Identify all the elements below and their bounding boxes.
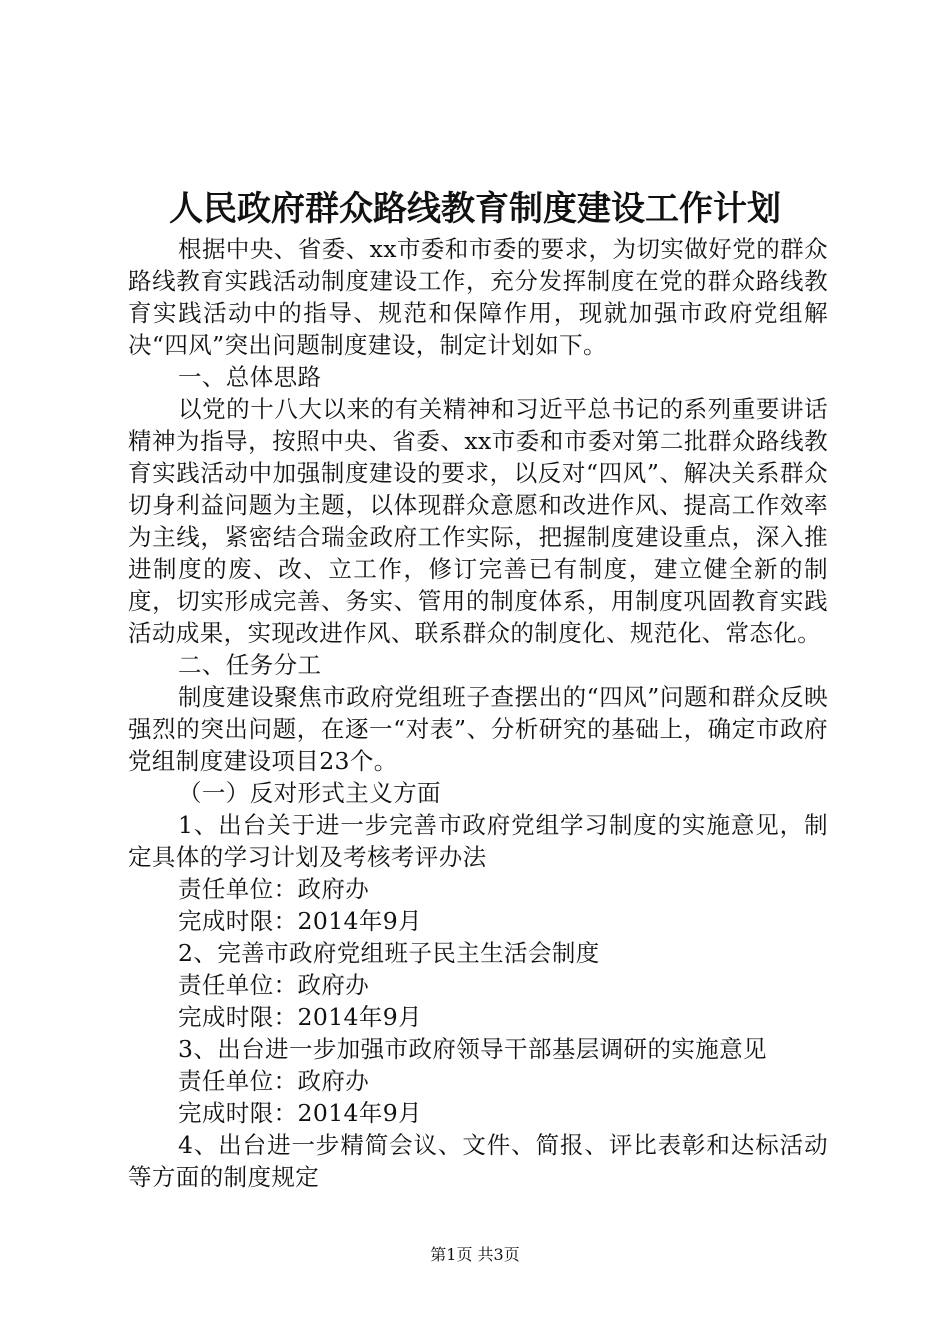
overall-paragraph: 以党的十八大以来的有关精神和习近平总书记的系列重要讲话精神为指导，按照中央、省委、xx市委和市委对第二批群众路线教育实践活动中加强制度建设的要求，以反对“四风”、解决关系群众切身利益问题为主题，以体现群众意愿和改进作风、提高工作效率为主线，紧密结合瑞金政府工作实际，把握制度建设重点，深入推进制度的废、改、立工作，修订完善已有制度，建立健全新的制度，切实形成完善、务实、管用的制度体系，用制度巩固教育实践活动成果，实现改进作风、联系群众的制度化、规范化、常态化。 xyxy=(128,395,828,647)
responsible-unit: 责任单位：政府办 xyxy=(178,1067,370,1095)
deadline: 完成时限：2014年9月 xyxy=(178,1099,423,1127)
list-item: 3、出台进一步加强市政府领导干部基层调研的实施意见 xyxy=(178,1035,767,1063)
page-number: 第1页 共3页 xyxy=(430,1245,520,1264)
section-heading-overall: 一、总体思路 xyxy=(178,363,322,391)
responsible-unit: 责任单位：政府办 xyxy=(178,875,370,903)
intro-paragraph: 根据中央、省委、xx市委和市委的要求，为切实做好党的群众路线教育实践活动制度建设工作，充分发挥制度在党的群众路线教育实践活动中的指导、规范和保障作用，现就加强市政府党组解决“四风”突出问题制度建设，制定计划如下。 xyxy=(128,235,828,359)
document-title: 人民政府群众路线教育制度建设工作计划 xyxy=(169,189,781,229)
document-body xyxy=(128,233,828,1193)
list-item: 2、完善市政府党组班子民主生活会制度 xyxy=(178,939,600,967)
tasks-paragraph: 制度建设聚焦市政府党组班子查摆出的“四风”问题和群众反映强烈的突出问题，在逐一“对表”、分析研究的基础上，确定市政府党组制度建设项目23个。 xyxy=(128,683,828,775)
responsible-unit: 责任单位：政府办 xyxy=(178,971,370,999)
deadline: 完成时限：2014年9月 xyxy=(178,1003,423,1031)
section-heading-tasks: 二、任务分工 xyxy=(178,651,322,679)
list-item: 1、出台关于进一步完善市政府党组学习制度的实施意见，制定具体的学习计划及考核考评办法 xyxy=(128,811,828,871)
list-item: 4、出台进一步精简会议、文件、简报、评比表彰和达标活动等方面的制度规定 xyxy=(128,1131,828,1191)
deadline: 完成时限：2014年9月 xyxy=(178,907,423,935)
subsection-heading-formalism: （一）反对形式主义方面 xyxy=(178,779,441,807)
